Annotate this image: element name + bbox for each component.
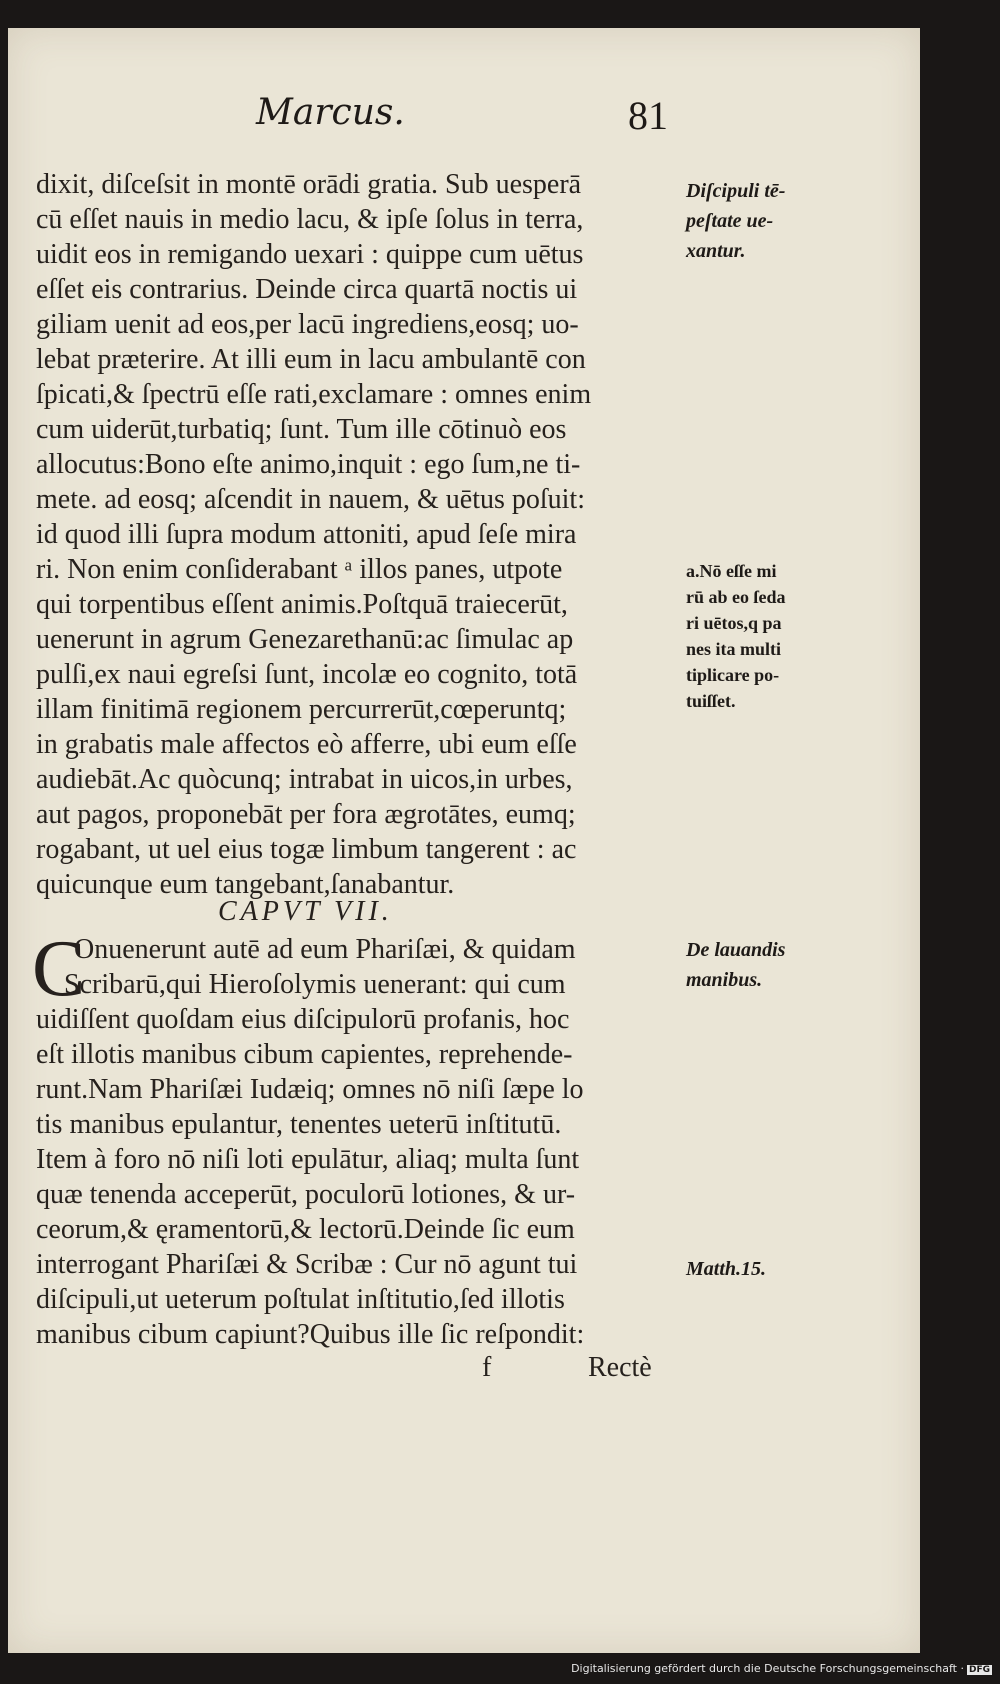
margin-note: [686, 558, 836, 714]
margin-note: [686, 935, 836, 995]
credit-text: Digitalisierung gefördert durch die Deutsche Forschungsgemeinschaft ·: [571, 1662, 964, 1675]
margin-note-line: a.Nō eſſe mi: [686, 561, 777, 581]
text-line: ſpicati,& ſpectrū eſſe rati,exclamare : omnes enim: [36, 379, 592, 410]
margin-note-line: peſtate ue-: [686, 210, 774, 232]
margin-note-line: xantur.: [686, 240, 746, 262]
text-line: quæ tenenda acceperūt, poculorū lotiones, & ur-: [36, 1179, 576, 1210]
margin-note-line: ri uētos,q pa: [686, 613, 782, 633]
text-line: ceorum,& ęramentorū,& lectorū.Deinde ſic eum: [36, 1214, 575, 1245]
margin-note-line: rū ab eo ſeda: [686, 587, 786, 607]
text-line: cū eſſet nauis in medio lacu, & ipſe ſolus in terra,: [36, 204, 584, 235]
chapter-heading: CAPVT VII.: [218, 896, 393, 927]
text-line: Onuenerunt autē ad eum Phariſæi, & quidam: [74, 934, 576, 965]
text-line: quicunque eum tangebant,ſanabantur.: [36, 869, 455, 900]
margin-note-line: manibus.: [686, 969, 763, 991]
catchword: Rectè: [588, 1352, 652, 1383]
margin-note-line: Matth.15.: [686, 1258, 767, 1280]
text-line: Item à foro nō niſi loti epulātur, aliaq; multa ſunt: [36, 1144, 580, 1175]
dfg-logo-icon: DFG: [968, 1665, 990, 1675]
drop-cap: C: [32, 925, 86, 1013]
text-line: eſſet eis contrarius. Deinde circa quartā noctis ui: [36, 274, 578, 305]
text-line: aut pagos, proponebāt per fora ægrotātes, eumq;: [36, 799, 576, 830]
margin-note-line: De lauandis: [686, 939, 786, 961]
page-number: 81: [628, 93, 668, 138]
text-line: runt.Nam Phariſæi Iudæiq; omnes nō niſi ſæpe lo: [36, 1074, 584, 1105]
text-line: allocutus:Bono eſte animo,inquit : ego ſum,ne ti-: [36, 449, 581, 480]
margin-note-line: tiplicare po-: [686, 665, 780, 685]
text-line: tis manibus epulantur, tenentes ueterū inſtitutū.: [36, 1109, 562, 1140]
text-line: id quod illi ſupra modum attoniti, apud ſeſe mira: [36, 519, 577, 550]
margin-note: [686, 176, 836, 266]
text-line: lebat præterire. At illi eum in lacu ambulantē con: [36, 344, 586, 375]
text-line: diſcipuli,ut ueterum poſtulat inſtitutio,ſed illotis: [36, 1284, 565, 1315]
text-line: qui torpentibus eſſent animis.Poſtquā traiecerūt,: [36, 589, 568, 620]
text-line: audiebāt.Ac quòcunq; intrabat in uicos,in urbes,: [36, 764, 573, 795]
body-text-before-chapter: [36, 167, 676, 902]
text-line: interrogant Phariſæi & Scribæ : Cur nō agunt tui: [36, 1249, 578, 1280]
text-line: mete. ad eosq; aſcendit in nauem, & uētus poſuit:: [36, 484, 585, 515]
text-line: rogabant, ut uel eius togæ limbum tangerent : ac: [36, 834, 577, 865]
margin-note-line: tuiſſet.: [686, 691, 736, 711]
text-line: illam finitimā regionem percurrerūt,cœperuntq;: [36, 694, 567, 725]
digitization-credit: [571, 1662, 992, 1675]
body-text-after-chapter: [36, 932, 676, 1352]
text-line: uenerunt in agrum Genezarethanū:ac ſimulac ap: [36, 624, 574, 655]
text-line: in grabatis male affectos eò afferre, ubi eum eſſe: [36, 729, 577, 760]
running-head-title: Marcus.: [256, 92, 405, 133]
text-line: ri. Non enim conſiderabant ᵃ illos panes, utpote: [36, 554, 563, 585]
text-line: uidit eos in remigando uexari : quippe cum uētus: [36, 239, 584, 270]
text-line: Scribarū,qui Hieroſolymis uenerant: qui cum: [64, 969, 566, 1000]
margin-note-line: nes ita multi: [686, 639, 782, 659]
book-page: [8, 28, 920, 1653]
text-line: giliam uenit ad eos,per lacū ingrediens,eosq; uo-: [36, 309, 579, 340]
text-line: eſt illotis manibus cibum capientes, reprehende-: [36, 1039, 573, 1070]
text-line: manibus cibum capiunt?Quibus ille ſic reſpondit:: [36, 1319, 585, 1350]
signature-mark: f: [482, 1352, 492, 1383]
margin-note: [686, 1254, 836, 1284]
text-line: cum uiderūt,turbatiq; ſunt. Tum ille cōtinuò eos: [36, 414, 567, 445]
text-line: uidiſſent quoſdam eius diſcipulorū profanis, hoc: [36, 1004, 570, 1035]
margin-note-line: Diſcipuli tē-: [686, 180, 786, 202]
text-line: pulſi,ex naui egreſsi ſunt, incolæ eo cognito, totā: [36, 659, 578, 690]
text-line: dixit, diſceſsit in montē orādi gratia. Sub uesperā: [36, 169, 582, 200]
